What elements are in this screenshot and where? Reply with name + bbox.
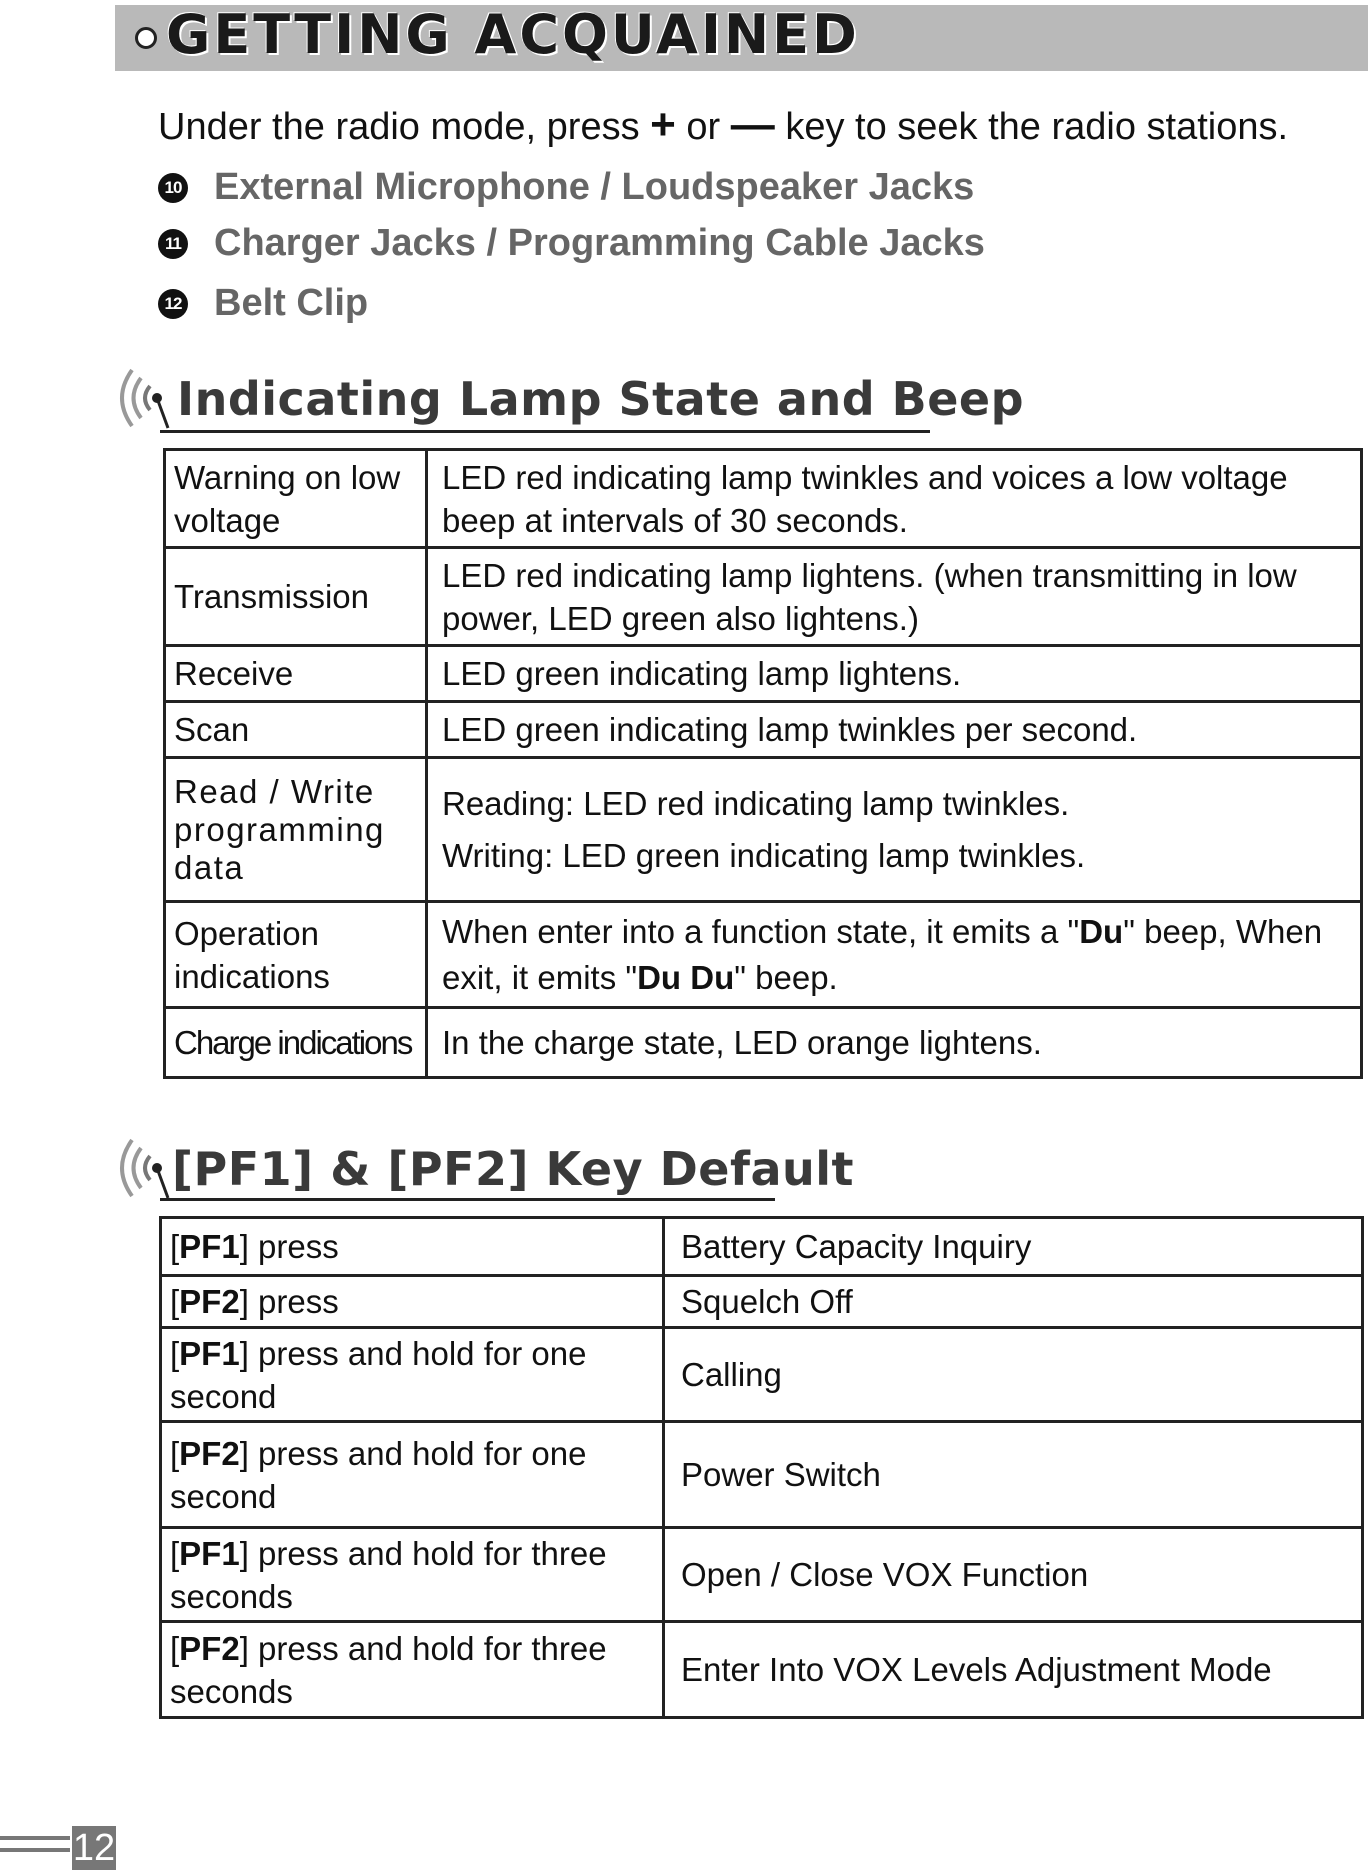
function-cell: Open / Close VOX Function — [664, 1528, 1363, 1622]
intro-text — [158, 100, 1288, 150]
function-cell: Calling — [664, 1328, 1363, 1422]
feature-label: Belt Clip — [214, 282, 369, 324]
function-cell: Power Switch — [664, 1422, 1363, 1528]
feature-label: External Microphone / Loudspeaker Jacks — [214, 166, 975, 208]
description-cell — [427, 902, 1362, 1008]
state-cell: Warning on low voltage — [165, 450, 427, 548]
desc-text: " beep. — [734, 958, 838, 996]
key-action: press — [258, 1228, 339, 1265]
function-cell: Battery Capacity Inquiry — [664, 1218, 1363, 1276]
radio-wave-icon — [110, 362, 170, 434]
feature-number-badge: 10 — [158, 173, 188, 203]
key-cell: [PF1] press and hold for one second — [161, 1328, 664, 1422]
key-name: PF2 — [179, 1629, 240, 1667]
intro-text-after: key to seek the radio stations. — [785, 106, 1289, 148]
key-action: press — [258, 1283, 339, 1320]
desc-bold: Du Du — [637, 958, 735, 996]
table-row — [165, 646, 1362, 702]
state-cell: Receive — [165, 646, 427, 702]
feature-label: Charger Jacks / Programming Cable Jacks — [214, 222, 985, 264]
key-cell: [PF2] press and hold for three seconds — [161, 1622, 664, 1718]
description-cell: LED green indicating lamp lightens. — [427, 646, 1362, 702]
page-title: GETTING ACQUAINED — [166, 3, 860, 66]
key-name: PF1 — [179, 1334, 240, 1372]
section-underline — [160, 1198, 775, 1201]
key-cell: [PF2] press — [161, 1276, 664, 1328]
description-cell — [427, 758, 1362, 902]
desc-bold: Du — [1079, 912, 1124, 950]
section-title-lamp: Indicating Lamp State and Beep — [177, 372, 1025, 426]
table-row — [161, 1622, 1363, 1718]
key-cell: [PF1] press — [161, 1218, 664, 1276]
key-action: press and hold for one second — [170, 1334, 587, 1415]
reading-line: Reading: LED red indicating lamp twinkles. — [442, 784, 1070, 822]
pf-key-table — [159, 1216, 1364, 1719]
state-cell: Transmission — [165, 548, 427, 646]
writing-line: Writing: LED green indicating lamp twinkles. — [442, 836, 1086, 874]
state-cell: Scan — [165, 702, 427, 758]
key-name: PF2 — [179, 1434, 240, 1472]
feature-item — [158, 166, 974, 209]
table-row — [161, 1328, 1363, 1422]
intro-or: or — [686, 106, 721, 148]
table-row — [165, 548, 1362, 646]
state-cell: Operation indications — [165, 902, 427, 1008]
key-action: press and hold for three seconds — [170, 1629, 607, 1710]
function-cell: Squelch Off — [664, 1276, 1363, 1328]
description-cell: LED green indicating lamp twinkles per second. — [427, 702, 1362, 758]
feature-item — [158, 222, 985, 265]
key-action: press and hold for one second — [170, 1434, 587, 1515]
key-cell: [PF2] press and hold for one second — [161, 1422, 664, 1528]
table-row — [161, 1422, 1363, 1528]
table-row — [161, 1528, 1363, 1622]
minus-key-icon: — — [730, 100, 775, 149]
desc-text: When enter into a function state, it emits a " — [442, 912, 1080, 950]
table-row — [161, 1276, 1363, 1328]
feature-number-badge: 11 — [158, 229, 188, 259]
page-number-lines — [0, 1832, 72, 1862]
section-title-pf-keys: [PF1] & [PF2] Key Default — [172, 1142, 855, 1196]
section-underline — [160, 430, 930, 433]
table-row — [161, 1218, 1363, 1276]
function-cell: Enter Into VOX Levels Adjustment Mode — [664, 1622, 1363, 1718]
key-action: press and hold for three seconds — [170, 1534, 607, 1615]
feature-number-badge: 12 — [158, 289, 188, 319]
key-name: PF1 — [179, 1228, 240, 1265]
description-cell: In the charge state, LED orange lightens. — [427, 1008, 1362, 1078]
table-row — [165, 1008, 1362, 1078]
lamp-state-table — [163, 448, 1363, 1079]
page-number: 12 — [72, 1827, 116, 1869]
radio-wave-icon — [110, 1132, 170, 1204]
description-cell: LED red indicating lamp lightens. (when transmitting in low power, LED green also lightens.) — [427, 548, 1362, 646]
table-row — [165, 450, 1362, 548]
feature-item — [158, 282, 368, 325]
table-row — [165, 758, 1362, 902]
description-cell: LED red indicating lamp twinkles and voices a low voltage beep at intervals of 30 seconds. — [427, 450, 1362, 548]
bullet-circle-icon — [135, 27, 157, 49]
state-cell: Charge indications — [165, 1008, 427, 1078]
desc-text: " beep, When exit, it emits " — [442, 912, 1323, 996]
key-name: PF1 — [179, 1534, 240, 1572]
plus-key-icon: + — [650, 100, 676, 149]
intro-text-before: Under the radio mode, press — [158, 106, 640, 148]
table-row — [165, 902, 1362, 1008]
state-cell: Read / Write programming data — [165, 758, 427, 902]
table-row — [165, 702, 1362, 758]
key-cell: [PF1] press and hold for three seconds — [161, 1528, 664, 1622]
key-name: PF2 — [179, 1283, 240, 1320]
